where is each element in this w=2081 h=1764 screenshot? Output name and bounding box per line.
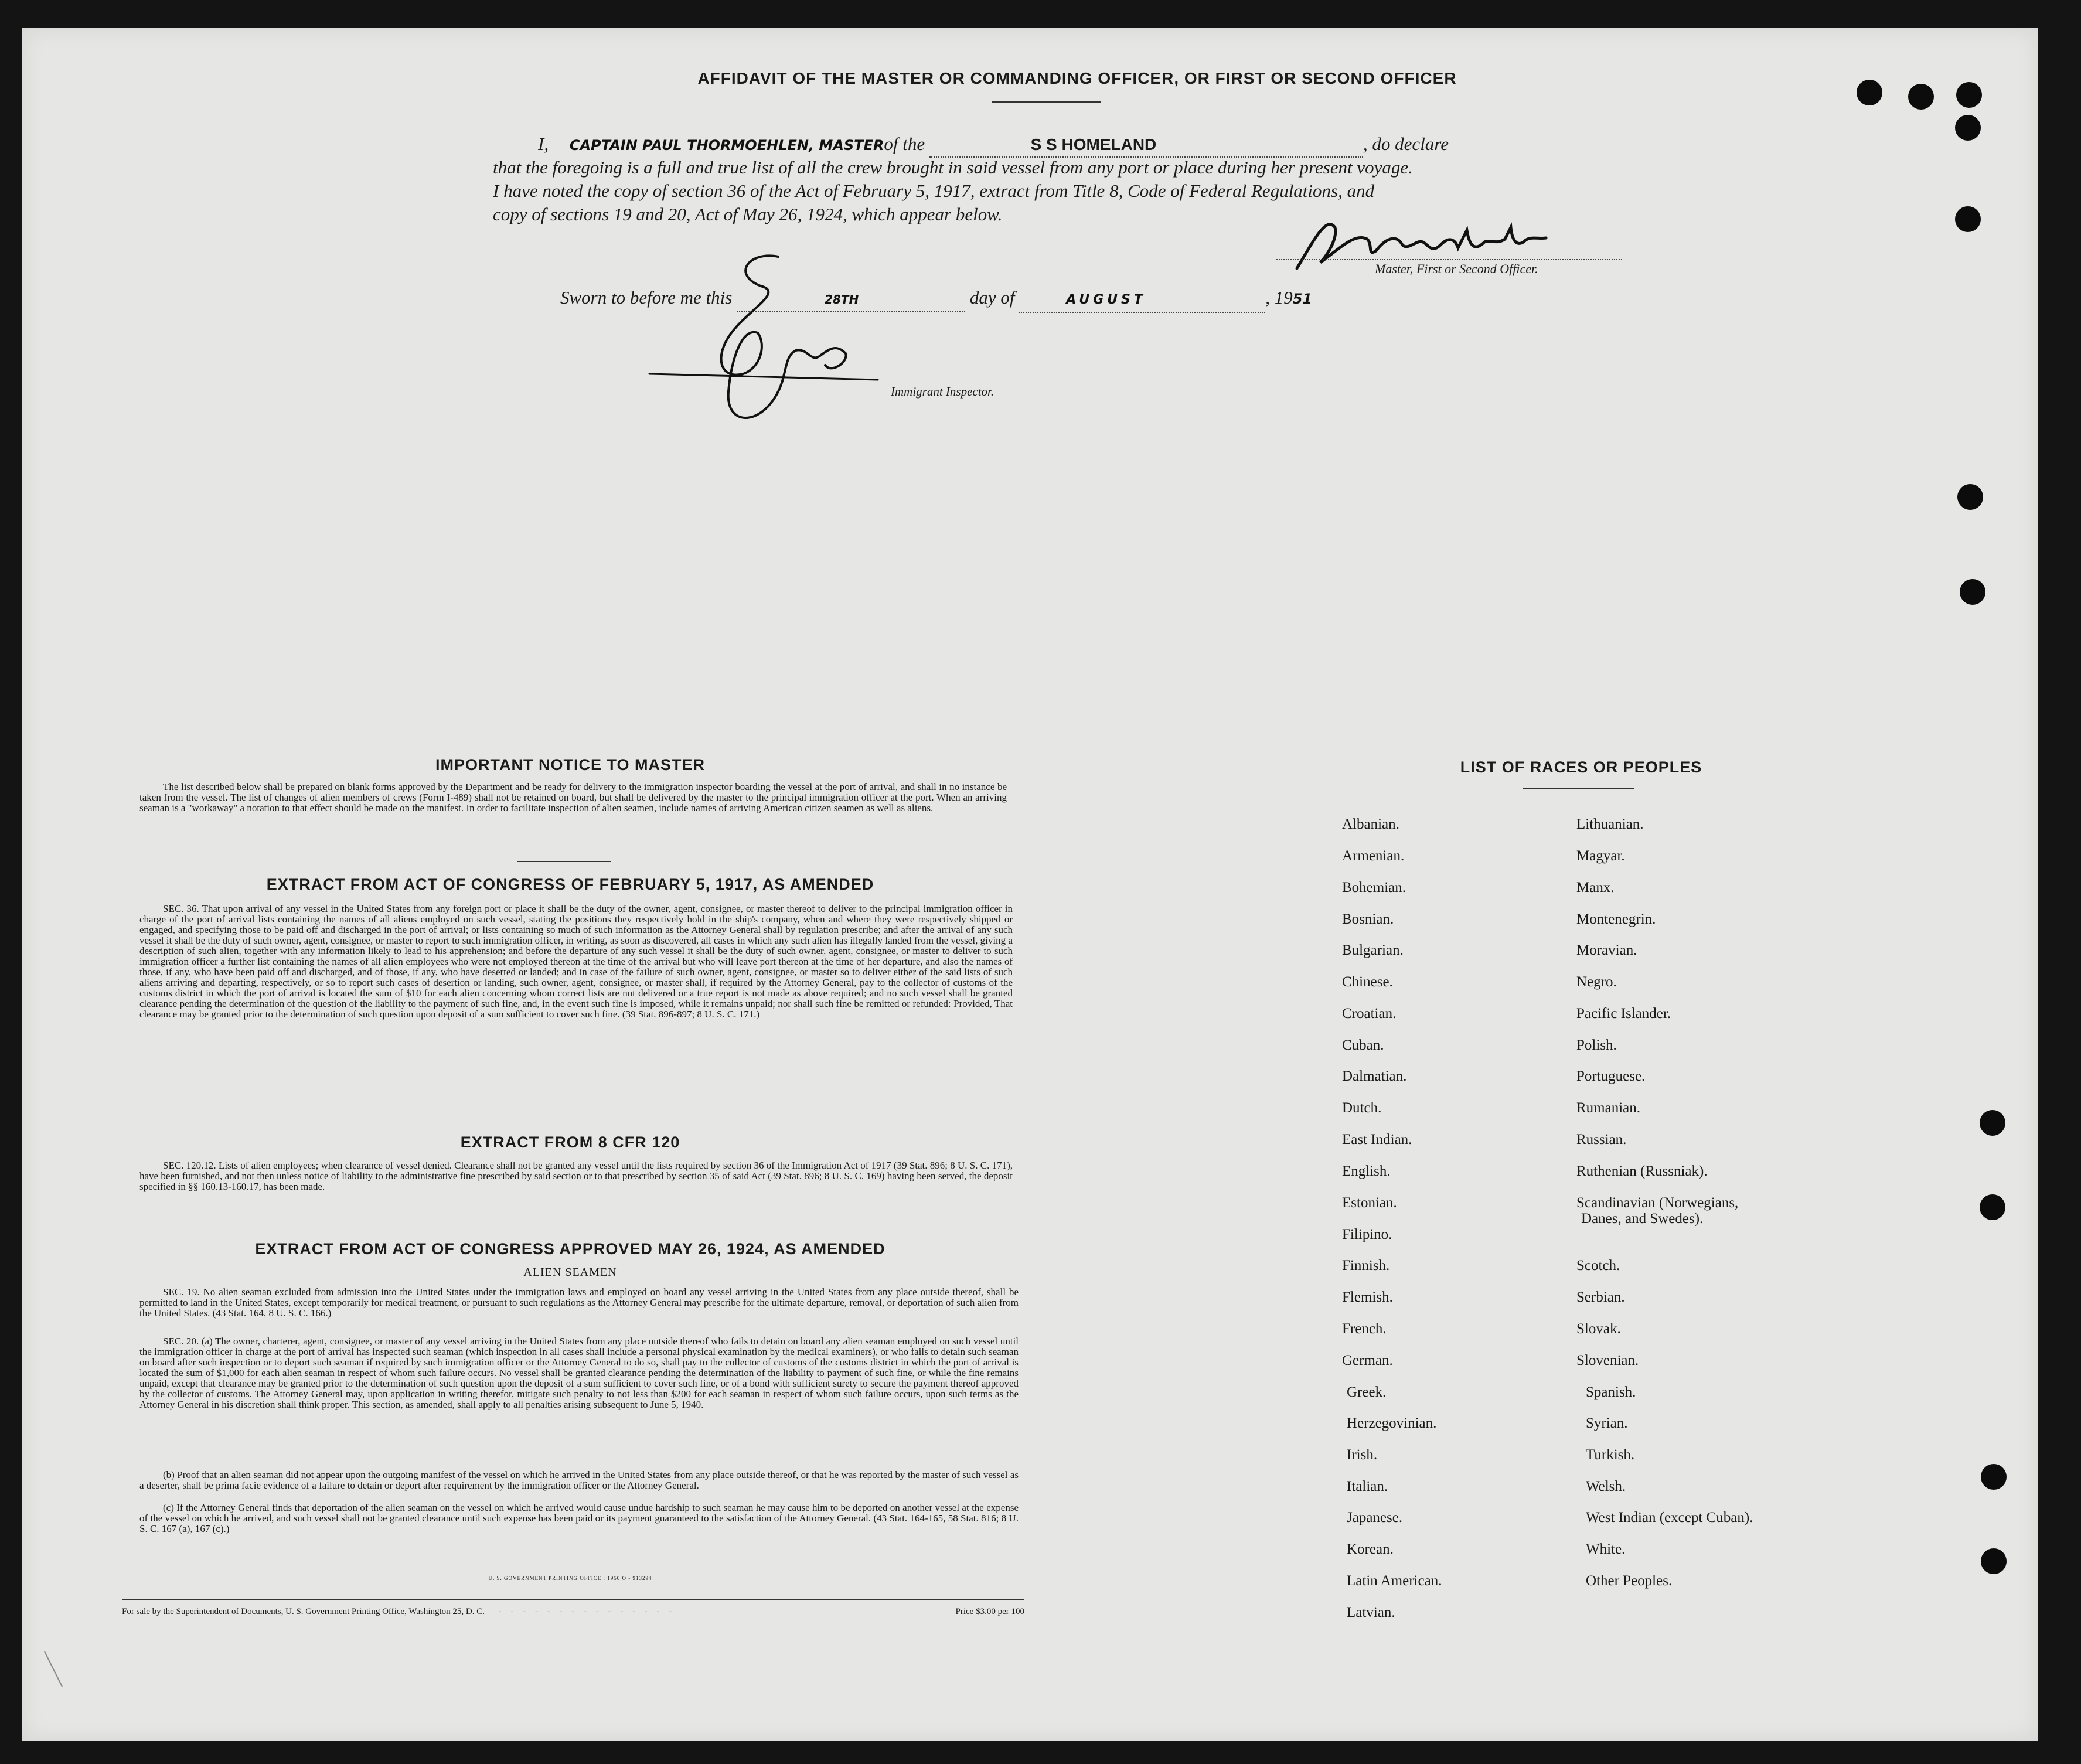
race-item: Japanese. <box>1347 1510 1403 1525</box>
punch-hole <box>1981 1548 2007 1574</box>
title-rule <box>992 101 1101 103</box>
race-item: Latvian. <box>1347 1605 1395 1620</box>
master-signature-line <box>1276 259 1622 260</box>
race-item: Other Peoples. <box>1586 1573 1673 1589</box>
footer-dashes: - - - - - - - - - - - - - - - <box>498 1607 676 1616</box>
race-item: Portuguese. <box>1576 1068 1646 1084</box>
document-page <box>22 28 2038 1741</box>
race-item: Croatian. <box>1342 1006 1397 1021</box>
do-declare-label: , do declare <box>1363 134 1449 154</box>
race-item: English. <box>1342 1163 1391 1179</box>
race-item: Cuban. <box>1342 1037 1384 1053</box>
sec20a-text: SEC. 20. (a) The owner, charterer, agent, consignee, or master of any vessel arriving in the United States from any place outside thereof who fails to detain on board any alien seaman employed on such vessel until the immigration officer in charge at the port of arrival has inspected such seaman (which inspection in all cases shall include a personal physical examination by the medical examiners), or who fails to detain such seaman on board after such inspection or to deport such seaman if required by such immigration officer or the Attorney General to do so, shall pay to the collector of customs of the customs district in which the port of arrival is located the sum of $1,000 for each alien seaman in respect of whom such failure occurs. No vessel shall be granted clearance pending the determination of the liability to payment of such fine, or while the fine remains unpaid, except that clearance may be granted prior to the determination of such question upon the deposit of a sum sufficient to cover such fine, or of a bond with sufficient surety to secure the payment thereof approved by the collector of customs. The Attorney General may, upon application in writing therefor, mitigate such penalty to not less than $200 for each seaman in respect of whom such failure occurs, upon such terms as the Attorney General in his discretion shall think proper. This section, as amended, shall apply to all penalties arising subsequent to June 5, 1940. <box>139 1336 1019 1410</box>
footer-left: For sale by the Superintendent of Documents, U. S. Government Printing Office, Washington 25, D. C. <box>122 1607 485 1616</box>
extract1917-text: SEC. 36. That upon arrival of any vessel in the United States from any foreign port or place it shall be the duty of the owner, agent, consignee, or master thereof to deliver to the principal immigration officer in charge of the port of arrival lists containing the names of all aliens employed on such vessel, stating the positions they respectively hold in the ship's company, when and where they were respectively shipped or engaged, and specifying those to be paid off and discharged in the port of arrival; or lists containing so much of such information as the Attorney General shall by regulation prescribe; and after the arrival of any such vessel it shall be the duty of such owner, agent, consignee, or master to report to such immigration officer, in writing, as soon as discovered, all cases in which any such alien has illegally landed from the vessel, giving a description of such alien, together with any information likely to lead to his apprehension; and before the departure of any such vessel it shall be the duty of such owner, agent, consignee, or master to deliver to such immigration officer a further list containing the names of all alien employees who were not employed thereon at the time of the arrival but who will leave port thereon at the time of her departure, and also the names of those, if any, who have been paid off and discharged, and of those, if any, who have deserted or landed; and in case of the failure of such owner, agent, consignee, or master so to deliver either of the said lists of such aliens arriving and departing, respectively, or so to report such cases of desertion or landing, such owner, agent, consignee, or master shall, if required by the Attorney General, pay to the collector of customs of the customs district in which the port of arrival is located the sum of $10 for each alien concerning whom correct lists are not delivered or a true report is not made as above required; and no such vessel shall be granted clearance pending the determination of the question of the liability to the payment of such fine, and, in the event such fine is imposed, while it remains unpaid; nor shall such fine be remitted or refunded: Provided, That clearance may be granted prior to the determination of such question upon deposit of a sum sufficient to cover such fine. (39 Stat. 896-897; 8 U. S. C. 171.) <box>139 903 1013 1020</box>
affidavit-line4: copy of sections 19 and 20, Act of May 26, 1924, which appear below. <box>493 204 1003 224</box>
i-label: I, <box>538 134 549 154</box>
race-item: Greek. <box>1347 1384 1387 1400</box>
race-item: Polish. <box>1576 1037 1617 1053</box>
punch-hole <box>1955 115 1981 141</box>
sworn-month-field <box>1019 286 1265 313</box>
footer <box>122 1607 1024 1617</box>
race-item: Bulgarian. <box>1342 942 1404 958</box>
race-item: Filipino. <box>1342 1227 1392 1242</box>
year-prefix: , 19 <box>1265 287 1293 308</box>
footer-rule <box>122 1599 1024 1600</box>
cfr-text: SEC. 120.12. Lists of alien employees; when clearance of vessel denied. Clearance shall not be granted any vessel until the lists required by section 36 of the Immigration Act of 1917 (39 Stat. 896; 8 U. S. C. 171), have been furnished, and not then unless notice of liability to the administrative fine prescribed by said section or to that prescribed by section 35 of said Act (39 Stat. 896; 8 U. S. C. 169) having been served, the deposit specified in §§ 160.13-160.17, has been made. <box>139 1160 1013 1192</box>
race-item: Flemish. <box>1342 1289 1393 1305</box>
race-item: Irish. <box>1347 1447 1378 1463</box>
declarant-name: CAPTAIN PAUL THORMOEHLEN, MASTER <box>569 137 884 154</box>
day-of-label: day of <box>969 287 1015 308</box>
race-item: Slovak. <box>1576 1321 1621 1337</box>
race-item: Albanian. <box>1342 816 1399 832</box>
affidavit-line2: that the foregoing is a full and true list of all the crew brought in said vessel from any port or place during her present voyage. <box>493 157 1413 178</box>
race-item: Ruthenian (Russniak). <box>1576 1163 1708 1179</box>
notice-rule <box>517 861 611 862</box>
race-item: Spanish. <box>1586 1384 1636 1400</box>
race-item: Bosnian. <box>1342 911 1394 927</box>
extract1924-title: EXTRACT FROM ACT OF CONGRESS APPROVED MAY 26, 1924, AS AMENDED <box>255 1240 885 1258</box>
race-item: Syrian. <box>1586 1415 1628 1431</box>
punch-hole <box>1857 80 1882 105</box>
affidavit-line1 <box>538 132 1634 158</box>
master-caption: Master, First or Second Officer. <box>1375 261 1538 276</box>
punch-hole <box>1980 1110 2005 1136</box>
inspector-signature <box>643 239 901 444</box>
sec20b-text: (b) Proof that an alien seaman did not appear upon the outgoing manifest of the vessel on which he arrived in the United States from any place outside thereof, or that he was reported by the master of such vessel as a deserter, shall be prima facie evidence of a failure to detain or deport after requirement by the immigration officer or the Attorney General. <box>139 1469 1019 1491</box>
punch-hole <box>1955 206 1981 232</box>
race-item: East Indian. <box>1342 1132 1412 1147</box>
race-item: Serbian. <box>1576 1289 1625 1305</box>
race-item: West Indian (except Cuban). <box>1586 1510 1753 1525</box>
race-item: Herzegovinian. <box>1347 1415 1437 1431</box>
vessel-name: S S HOMELAND <box>1030 135 1157 154</box>
punch-hole <box>1908 84 1934 110</box>
sec19-text: SEC. 19. No alien seaman excluded from admission into the United States under the immigration laws and employed on board any vessel arriving in the United States from any place outside thereof, shall be permitted to land in the United States, except temporarily for medical treatment, or pursuant to such regulations as the Attorney General may prescribe for the ultimate departure, removal, or deportation of such alien from the United States. (43 Stat. 164, 8 U. S. C. 166.) <box>139 1286 1019 1319</box>
cfr-title: EXTRACT FROM 8 CFR 120 <box>460 1133 680 1151</box>
sec20c-text: (c) If the Attorney General finds that deportation of the alien seaman on the vessel on which he arrived would cause undue hardship to such seaman he may cause him to be deported on another vessel at the expense of the vessel on which he arrived, and such vessel shall not be granted clearance until such expense has been paid or its payment guaranteed to the satisfaction of the Attorney General. (43 Stat. 164-165, 58 Stat. 816; 8 U. S. C. 167 (a), 167 (c).) <box>139 1502 1019 1534</box>
punch-hole <box>1957 484 1983 510</box>
race-item: Welsh. <box>1586 1479 1626 1494</box>
inspector-caption: Immigrant Inspector. <box>891 384 994 399</box>
race-item: Moravian. <box>1576 942 1637 958</box>
races-rule <box>1523 788 1634 789</box>
race-item: Magyar. <box>1576 848 1625 864</box>
affidavit-title: AFFIDAVIT OF THE MASTER OR COMMANDING OFFICER, OR FIRST OR SECOND OFFICER <box>697 69 1457 87</box>
race-item: Lithuanian. <box>1576 816 1644 832</box>
punch-hole <box>1960 579 1985 605</box>
affidavit-line3: I have noted the copy of section 36 of the Act of February 5, 1917, extract from Title 8, Code of Federal Regulations, and <box>493 181 1375 201</box>
race-item: Danes, and Swedes). <box>1581 1211 1704 1227</box>
race-item: Finnish. <box>1342 1258 1390 1273</box>
vessel-field <box>929 132 1363 158</box>
race-item: Dalmatian. <box>1342 1068 1407 1084</box>
sworn-day: 28TH <box>825 292 859 307</box>
races-title: LIST OF RACES OR PEOPLES <box>1460 758 1702 776</box>
race-item: Pacific Islander. <box>1576 1006 1671 1021</box>
notice-title: IMPORTANT NOTICE TO MASTER <box>435 756 705 774</box>
race-item: Turkish. <box>1586 1447 1635 1463</box>
race-item: Negro. <box>1576 974 1617 990</box>
race-item: French. <box>1342 1321 1387 1337</box>
race-item: Manx. <box>1576 880 1615 895</box>
race-item: Bohemian. <box>1342 880 1406 895</box>
race-item: Armenian. <box>1342 848 1405 864</box>
race-item: Russian. <box>1576 1132 1627 1147</box>
printing-office-note: U. S. GOVERNMENT PRINTING OFFICE : 1950 O - 913294 <box>488 1575 652 1581</box>
race-item: Italian. <box>1347 1479 1388 1494</box>
race-item: White. <box>1586 1541 1626 1557</box>
punch-hole <box>1956 82 1982 108</box>
race-item: Korean. <box>1347 1541 1394 1557</box>
race-item: Chinese. <box>1342 974 1393 990</box>
race-item: Scandinavian (Norwegians, <box>1576 1195 1739 1211</box>
punch-hole <box>1981 1464 2007 1490</box>
punch-hole <box>1980 1194 2005 1220</box>
race-item: Scotch. <box>1576 1258 1620 1273</box>
extract1924-subtitle: ALIEN SEAMEN <box>523 1266 617 1279</box>
race-item: Rumanian. <box>1576 1100 1641 1116</box>
page-mark <box>39 1646 74 1693</box>
sworn-month: AUGUST <box>1066 292 1146 307</box>
of-the-label: of the <box>884 134 925 154</box>
footer-right: Price $3.00 per 100 <box>955 1607 1024 1616</box>
race-item: Montenegrin. <box>1576 911 1656 927</box>
race-item: German. <box>1342 1353 1393 1368</box>
sworn-label: Sworn to before me this <box>560 287 733 308</box>
extract1917-title: EXTRACT FROM ACT OF CONGRESS OF FEBRUARY 5, 1917, AS AMENDED <box>266 876 874 893</box>
year-suffix: 51 <box>1292 291 1313 307</box>
race-item: Latin American. <box>1347 1573 1442 1589</box>
race-item: Estonian. <box>1342 1195 1397 1211</box>
race-item: Slovenian. <box>1576 1353 1639 1368</box>
race-item: Dutch. <box>1342 1100 1382 1116</box>
notice-text: The list described below shall be prepared on blank forms approved by the Department and be ready for delivery to the immigration inspector boarding the vessel at the port of arrival, and shall in no instance be taken from the vessel. The list of changes of alien members of crews (Form I-489) shall not be retained on board, but shall be delivered by the master to the principal immigration officer at the port. When an arriving seaman is a "workaway" a notation to that effect should be made on the manifest. In order to facilitate inspection of alien seamen, include names of arriving American citizen seamen as well as aliens. <box>139 781 1007 813</box>
